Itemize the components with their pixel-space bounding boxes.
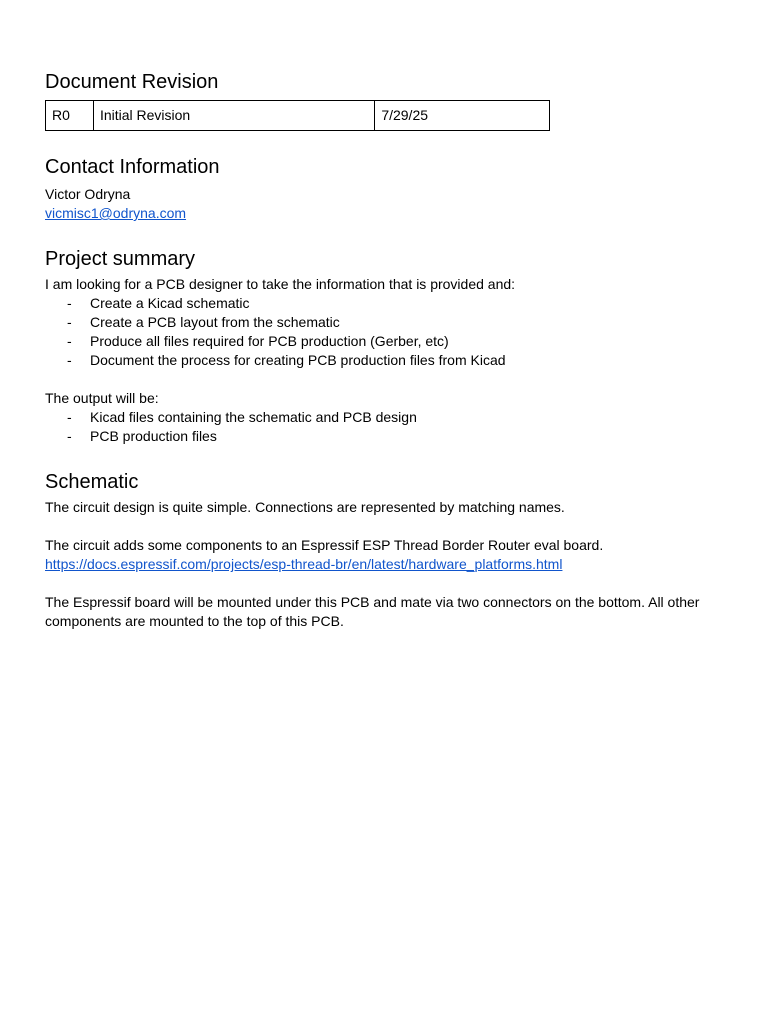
output-list <box>45 408 723 446</box>
schematic-link-line <box>45 555 715 574</box>
revision-description-cell: Initial Revision <box>93 101 374 131</box>
schematic-heading: Schematic <box>45 471 139 493</box>
list-item: - Create a PCB layout from the schematic <box>45 313 723 332</box>
document-revision-heading: Document Revision <box>45 71 219 93</box>
schematic-block <box>45 498 715 631</box>
revision-id-cell: R0 <box>46 101 94 131</box>
contact-information-heading: Contact Information <box>45 156 220 178</box>
list-item: - Produce all files required for PCB production (Gerber, etc) <box>45 332 723 351</box>
list-item: - Create a Kicad schematic <box>45 294 723 313</box>
revision-table <box>45 100 550 131</box>
espressif-docs-link[interactable]: https://docs.espressif.com/projects/esp-thread-br/en/latest/hardware_platforms.html <box>45 556 563 572</box>
table-row <box>46 101 550 131</box>
schematic-paragraph-1: The circuit design is quite simple. Connections are represented by matching names. <box>45 499 565 515</box>
list-item: - Document the process for creating PCB production files from Kicad <box>45 351 723 370</box>
contact-email-link[interactable]: vicmisc1@odryna.com <box>45 205 187 221</box>
schematic-paragraph-2: The circuit adds some components to an Espressif ESP Thread Border Router eval board. <box>45 537 604 553</box>
contact-name: Victor Odryna <box>45 186 131 202</box>
summary-intro: I am looking for a PCB designer to take the information that is provided and: <box>45 276 516 292</box>
revision-date-cell: 7/29/25 <box>375 101 550 131</box>
task-list <box>45 294 723 370</box>
output-intro: The output will be: <box>45 390 159 406</box>
list-item: - Kicad files containing the schematic and PCB design <box>45 408 723 427</box>
contact-block <box>45 185 723 223</box>
list-item: - PCB production files <box>45 427 723 446</box>
contact-email-line <box>45 204 723 223</box>
summary-block <box>45 275 723 446</box>
schematic-paragraph-3: The Espressif board will be mounted under this PCB and mate via two connectors on the bottom. All other components are mounted to the top of this PCB. <box>45 594 700 629</box>
project-summary-heading: Project summary <box>45 248 196 270</box>
